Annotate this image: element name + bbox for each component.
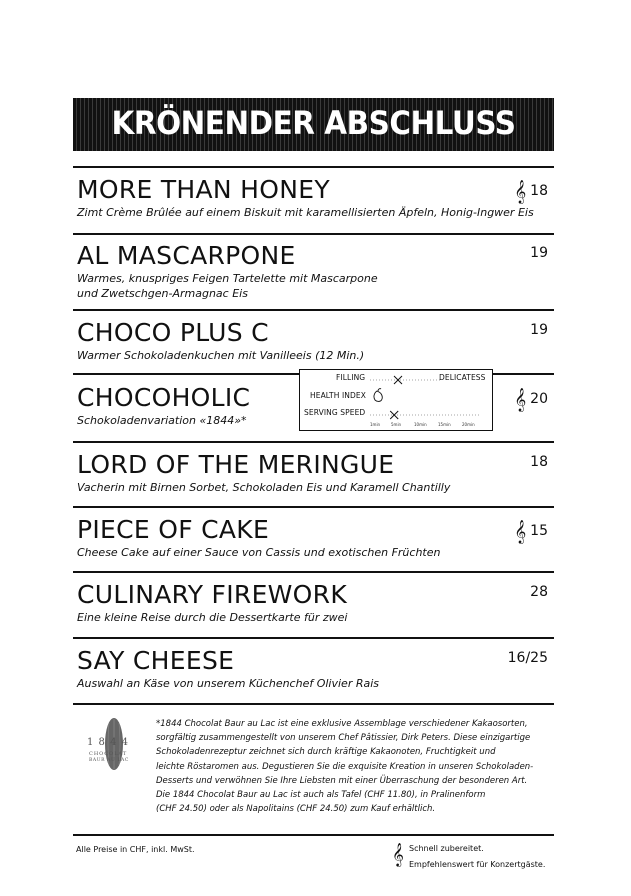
item-name: CHOCOHOLIC [77,383,251,412]
item-price: 18 [530,454,548,470]
item-description: Warmer Schokoladenkuchen mit Vanilleeis (12 Min.) [77,349,365,362]
legend-quick: Schnell zubereitet. [409,844,484,853]
treble-clef-icon: 𝄞 [514,387,527,411]
chocolat-baur-au-lac-logo [85,717,143,772]
price-note: Alle Preise in CHF, inkl. MwSt. [76,845,195,854]
menu-item [77,450,552,495]
treble-clef-icon: 𝄞 [514,519,527,543]
legend-concert: Empfehlenswert für Konzertgäste. [409,860,546,869]
item-price: 𝄞 15 [514,519,548,543]
delicatess-label: DELICATESS [439,373,486,382]
footnote-line: Schokoladenrezeptur zeichnet sich durch kräftige Kakaonoten, Fruchtigkeit und [156,747,496,758]
legend [409,841,545,873]
footnote-line: Die 1844 Chocolat Baur au Lac ist auch als Tafel (CHF 11.80), in Pralinenform [156,790,486,801]
serving-speed-label: SERVING SPEED [304,408,366,417]
item-description: Warmes, knuspriges Feigen Tartelette mit Mascarpone [77,272,378,285]
item-description: Vacherin mit Birnen Sorbet, Schokoladen Eis und Karamell Chantilly [77,481,451,494]
menu-item [77,515,552,560]
divider [73,166,554,168]
pear-icon [374,389,382,402]
treble-clef-icon: 𝄞 [392,842,404,866]
item-name: MORE THAN HONEY [77,175,330,204]
divider [73,703,554,705]
item-price: 28 [530,584,548,600]
divider [73,309,554,311]
menu-item [77,318,552,363]
item-name: CULINARY FIREWORK [77,580,348,609]
footnote-line: leichte Röstaromen aus. Degustieren Sie die exquisite Kreation in unseren Schokoladen- [156,761,534,772]
footnote-line: Desserts und verwöhnen Sie Ihre Liebsten mit einer Überraschung der besonderen Art. [156,775,528,786]
chart-tick: 15min [438,422,451,427]
footnote-line: sorgfältig zusammengestellt von unserem Chef Pâtissier, Dirk Peters. Diese einzigartige [156,733,531,744]
menu-item [77,580,552,625]
dessert-index-chart [299,369,493,431]
item-description: Schokoladenvariation «1844»* [77,414,247,427]
divider [73,441,554,443]
menu-section-title: KRÖNENDER ABSCHLUSS [111,104,516,142]
health-index-label: HEALTH INDEX [310,391,366,400]
logo-year: 1 8 4 4 [87,737,129,748]
item-description: Cheese Cake auf einer Sauce von Cassis und exotischen Früchten [77,546,441,559]
chocolate-footnote [156,717,556,816]
menu-item [77,241,552,301]
item-name: SAY CHEESE [77,646,235,675]
chart-tick: 1min [370,422,381,427]
item-price: 𝄞 18 [514,179,548,203]
item-description-line2: und Zwetschgen-Armagnac Eis [77,287,248,300]
chart-tick: 10min [414,422,427,427]
divider [73,834,554,836]
treble-clef-icon: 𝄞 [514,179,527,203]
menu-item [77,175,552,220]
menu-item [77,646,552,691]
item-price: 19 [530,322,548,338]
logo-line1: CHOCOLAT [89,751,128,757]
chart-tick: 20min [462,422,475,427]
divider [73,571,554,573]
item-price: 𝄞 20 [514,387,548,411]
divider [73,233,554,235]
item-price: 19 [530,245,548,261]
item-name: LORD OF THE MERINGUE [77,450,395,479]
chart-tick: 5min [391,422,402,427]
item-description: Zimt Crème Brûlée auf einem Biskuit mit karamellisierten Äpfeln, Honig-Ingwer Eis [77,206,534,219]
item-description: Eine kleine Reise durch die Dessertkarte für zwei [77,611,348,624]
item-name: PIECE OF CAKE [77,515,270,544]
menu-header-banner [73,98,554,151]
item-description: Auswahl an Käse von unserem Küchenchef Olivier Rais [77,677,380,690]
divider [73,637,554,639]
item-name: AL MASCARPONE [77,241,296,270]
divider [73,506,554,508]
item-price: 16/25 [507,650,548,666]
logo-line2: BAUR AU LAC [89,758,129,763]
footnote-line: (CHF 24.50) oder als Napolitains (CHF 24.50) zum Kauf erhältlich. [156,804,436,815]
filling-label: FILLING [336,373,366,382]
item-name: CHOCO PLUS C [77,318,269,347]
footnote-line: *1844 Chocolat Baur au Lac ist eine exklusive Assemblage verschiedener Kakaosorten, [156,719,528,729]
